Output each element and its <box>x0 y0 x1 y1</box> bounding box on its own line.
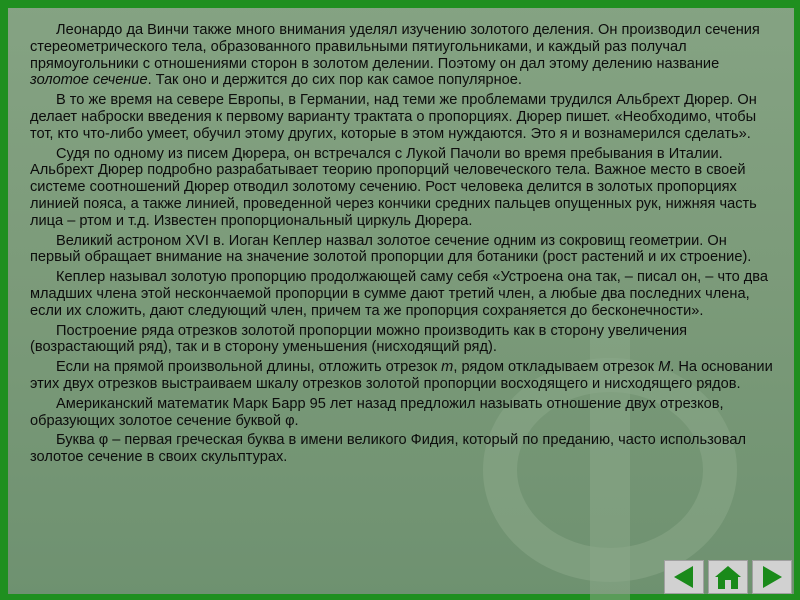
paragraph <box>30 396 778 430</box>
italic-text: M <box>658 359 671 376</box>
body-text <box>30 22 778 469</box>
text-run: Судя по одному из писем Дюрера, он встречался с Лукой Пачоли во время пребывания в Италии. Альбрехт Дюрер подробно разрабатывает теорию пропорций человеческого тела. Важное место в своей системе соотношений Дюрер отводил золотому сечению. Рост человека делится в золотых пропорциях линией пояса, а также линией, проведенной через кончики средних пальцев опущенных рук, нижняя часть лица – ртом и т.д. Известен пропорциональный циркуль Дюрера. <box>30 145 757 229</box>
house-icon <box>713 564 743 590</box>
home-button[interactable] <box>708 560 748 594</box>
paragraph <box>30 146 778 230</box>
next-slide-button[interactable] <box>752 560 792 594</box>
navigation-bar <box>664 560 792 594</box>
text-run: Леонардо да Винчи также много внимания уделял изучению золотого деления. Он производил сечения стереометрического тела, образованного правильными пятиугольниками, и каждый раз получал прямоугольники с отношениями сторон в золотом делении. Поэтому он дал этому делению название <box>30 22 760 72</box>
triangle-left-icon <box>671 564 697 590</box>
text-run: Великий астроном XVI в. Иоган Кеплер назвал золотое сечение одним из сокровищ геометрии. Он первый обращает внимание на значение золотой пропорции для ботаники (рост растений и их строение). <box>30 232 752 266</box>
text-run: Американский математик Марк Барр 95 лет назад предложил называть отношение двух отрезков, образующих золотое сечение буквой φ. <box>30 395 724 429</box>
text-run: . Так оно и держится до сих пор как самое популярное. <box>147 72 522 89</box>
text-run: Буква φ – первая греческая буква в имени великого Фидия, который по преданию, часто использовал золотое сечение в своих скульптурах. <box>30 432 746 466</box>
previous-slide-button[interactable] <box>664 560 704 594</box>
text-run: В то же время на севере Европы, в Германии, над теми же проблемами трудился Альбрехт Дюрер. Он делает наброски введения к первому варианту трактата о пропорциях. Дюрер пишет. «Необходимо, чтобы тот, кто что-либо умеет, обучил этому других, которые в этом нуждаются. Это я и вознамерился сделать». <box>30 92 757 142</box>
paragraph <box>30 233 778 267</box>
italic-text: золотое сечение <box>30 72 148 89</box>
paragraph <box>30 92 778 142</box>
frame-left <box>0 0 8 600</box>
frame-right <box>794 0 800 600</box>
text-run: Построение ряда отрезков золотой пропорции можно производить как в сторону увеличения (возрастающий ряд), так и в сторону уменьшения (нисходящий ряд). <box>30 322 688 356</box>
paragraph <box>30 22 778 89</box>
frame-top <box>0 0 800 8</box>
text-run: . На основании этих двух отрезков выстраиваем шкалу отрезков золотой пропорции восходящего и нисходящего рядов. <box>30 359 773 392</box>
paragraph <box>30 269 778 319</box>
triangle-right-icon <box>759 564 785 590</box>
text-run: Кеплер называл золотую пропорцию продолжающей саму себя «Устроена она так, – писал он, – что два младших члена этой нескончаемой пропорции в сумме дают третий член, а любые два последних члена, если их сложить, дают следующий член, причем та же пропорция сохраняется до бесконечности». <box>30 269 768 319</box>
text-run: , рядом откладываем отрезок <box>453 359 659 376</box>
paragraph <box>30 323 778 357</box>
italic-text: m <box>441 359 454 376</box>
paragraph <box>30 432 778 466</box>
text-run: Если на прямой произвольной длины, отложить отрезок <box>56 359 442 376</box>
paragraph <box>30 359 778 393</box>
